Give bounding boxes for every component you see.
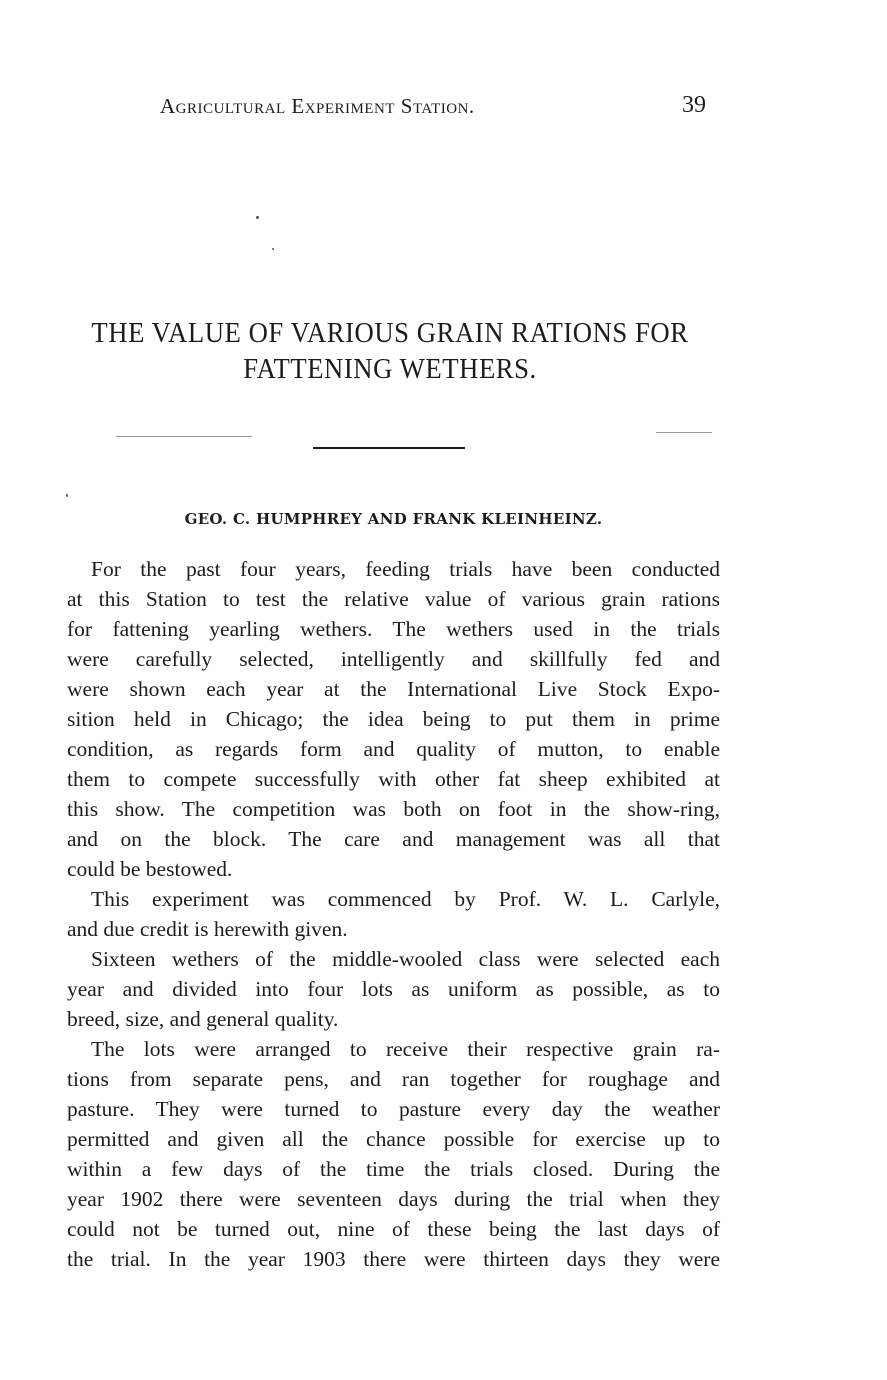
paragraph-3 — [67, 944, 720, 1034]
scan-mark — [116, 436, 252, 437]
text-line: The lots were arranged to receive their respective grain ra- — [91, 1037, 720, 1061]
text-line: This experiment was commenced by Prof. W. L. Carlyle, — [91, 887, 720, 911]
title-divider — [313, 447, 465, 449]
text-line: the trial. In the year 1903 there were thirteen days they were — [67, 1247, 720, 1271]
text-line: could be bestowed. — [67, 857, 233, 881]
text-line: were carefully selected, intelligently and skillfully fed and — [67, 647, 720, 671]
text-line: condition, as regards form and quality of mutton, to enable — [67, 737, 720, 761]
text-line: pasture. They were turned to pasture every day the weather — [67, 1097, 720, 1121]
text-line: permitted and given all the chance possible for exercise up to — [67, 1127, 720, 1151]
scan-speck — [272, 248, 274, 250]
text-line: breed, size, and general quality. — [67, 1007, 339, 1031]
text-line: and due credit is herewith given. — [67, 917, 348, 941]
text-line: were shown each year at the International Live Stock Expo- — [67, 677, 720, 701]
scan-speck — [256, 216, 259, 219]
article-authors: GEO. C. HUMPHREY AND FRANK KLEINHEINZ. — [184, 510, 603, 528]
article-body — [67, 554, 720, 1274]
text-line: and on the block. The care and management was all that — [67, 827, 720, 851]
text-line: this show. The competition was both on foot in the show-ring, — [67, 797, 720, 821]
paragraph-4 — [67, 1034, 720, 1274]
paragraph-2 — [67, 884, 720, 944]
text-line: year and divided into four lots as uniform as possible, as to — [67, 977, 720, 1001]
article-title-line-1: THE VALUE OF VARIOUS GRAIN RATIONS FOR — [91, 317, 689, 349]
running-header: Agricultural Experiment Station. — [160, 94, 475, 118]
text-line: sition held in Chicago; the idea being to put them in prime — [67, 707, 720, 731]
paragraph-1 — [67, 554, 720, 884]
page-number: 39 — [682, 92, 706, 118]
text-line: could not be turned out, nine of these being the last days of — [67, 1217, 720, 1241]
scan-mark — [656, 432, 712, 433]
text-line: year 1902 there were seventeen days during the trial when they — [67, 1187, 720, 1211]
text-line: them to compete successfully with other fat sheep exhibited at — [67, 767, 720, 791]
text-line: for fattening yearling wethers. The wethers used in the trials — [67, 617, 720, 641]
text-line: at this Station to test the relative value of various grain rations — [67, 587, 720, 611]
text-line: Sixteen wethers of the middle-wooled class were selected each — [91, 947, 720, 971]
scan-speck — [66, 494, 68, 497]
text-line: within a few days of the time the trials closed. During the — [67, 1157, 720, 1181]
text-line: For the past four years, feeding trials have been conducted — [91, 557, 720, 581]
article-title-line-2: FATTENING WETHERS. — [243, 353, 537, 385]
text-line: tions from separate pens, and ran together for roughage and — [67, 1067, 720, 1091]
